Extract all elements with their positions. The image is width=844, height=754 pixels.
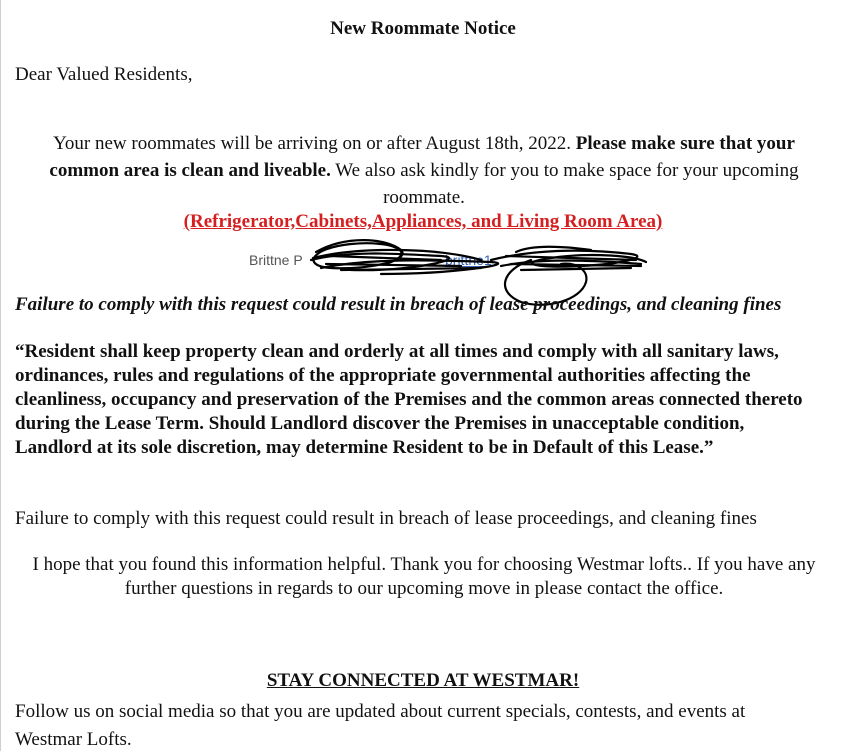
common-areas-list: (Refrigerator,Cabinets,Appliances, and Living Room Area) <box>183 211 663 232</box>
notice-title: New Roommate Notice <box>330 18 516 39</box>
lease-quote: “Resident shall keep property clean and orderly at all times and comply with all sanitary laws, ordinances, rules and regulations of the appropriate governmental authorities affecting the cleanliness, occupancy and preservation of the Premises and the common areas connected thereto during the Lease Term. Should Landlord discover the Premises in unacceptable condition, Landlord at its sole discretion, may determine Resident to be in Default of this Lease.” <box>15 341 803 458</box>
intro-bold-text: Please make sure that your common area is clean and liveable. <box>49 133 795 181</box>
stay-connected-heading: STAY CONNECTED AT WESTMAR! <box>266 670 580 691</box>
follow-paragraph: Follow us on social media so that you are updated about current specials, contests, and events at Westmar Lofts. <box>15 701 746 750</box>
intro-paragraph <box>21 130 827 211</box>
signature-name: Brittne P <box>249 252 303 268</box>
intro-text-2: We also ask kindly for you to make space for your upcoming roommate. <box>330 160 799 208</box>
greeting: Dear Valued Residents, <box>15 64 193 85</box>
closing-paragraph: I hope that you found this information helpful. Thank you for choosing Westmar lofts.. If you have any further questions in regards to our upcoming move in please contact the office. <box>32 554 816 599</box>
warning-repeat: Failure to comply with this request could result in breach of lease proceedings, and cleaning fines <box>15 508 757 529</box>
signature-email-link[interactable]: brittne1 <box>445 252 492 268</box>
warning-italic: Failure to comply with this request could result in breach of lease proceedings, and cleaning fines <box>15 294 782 315</box>
intro-text-1: Your new roommates will be arriving on or after August 18th, 2022. <box>53 133 576 154</box>
